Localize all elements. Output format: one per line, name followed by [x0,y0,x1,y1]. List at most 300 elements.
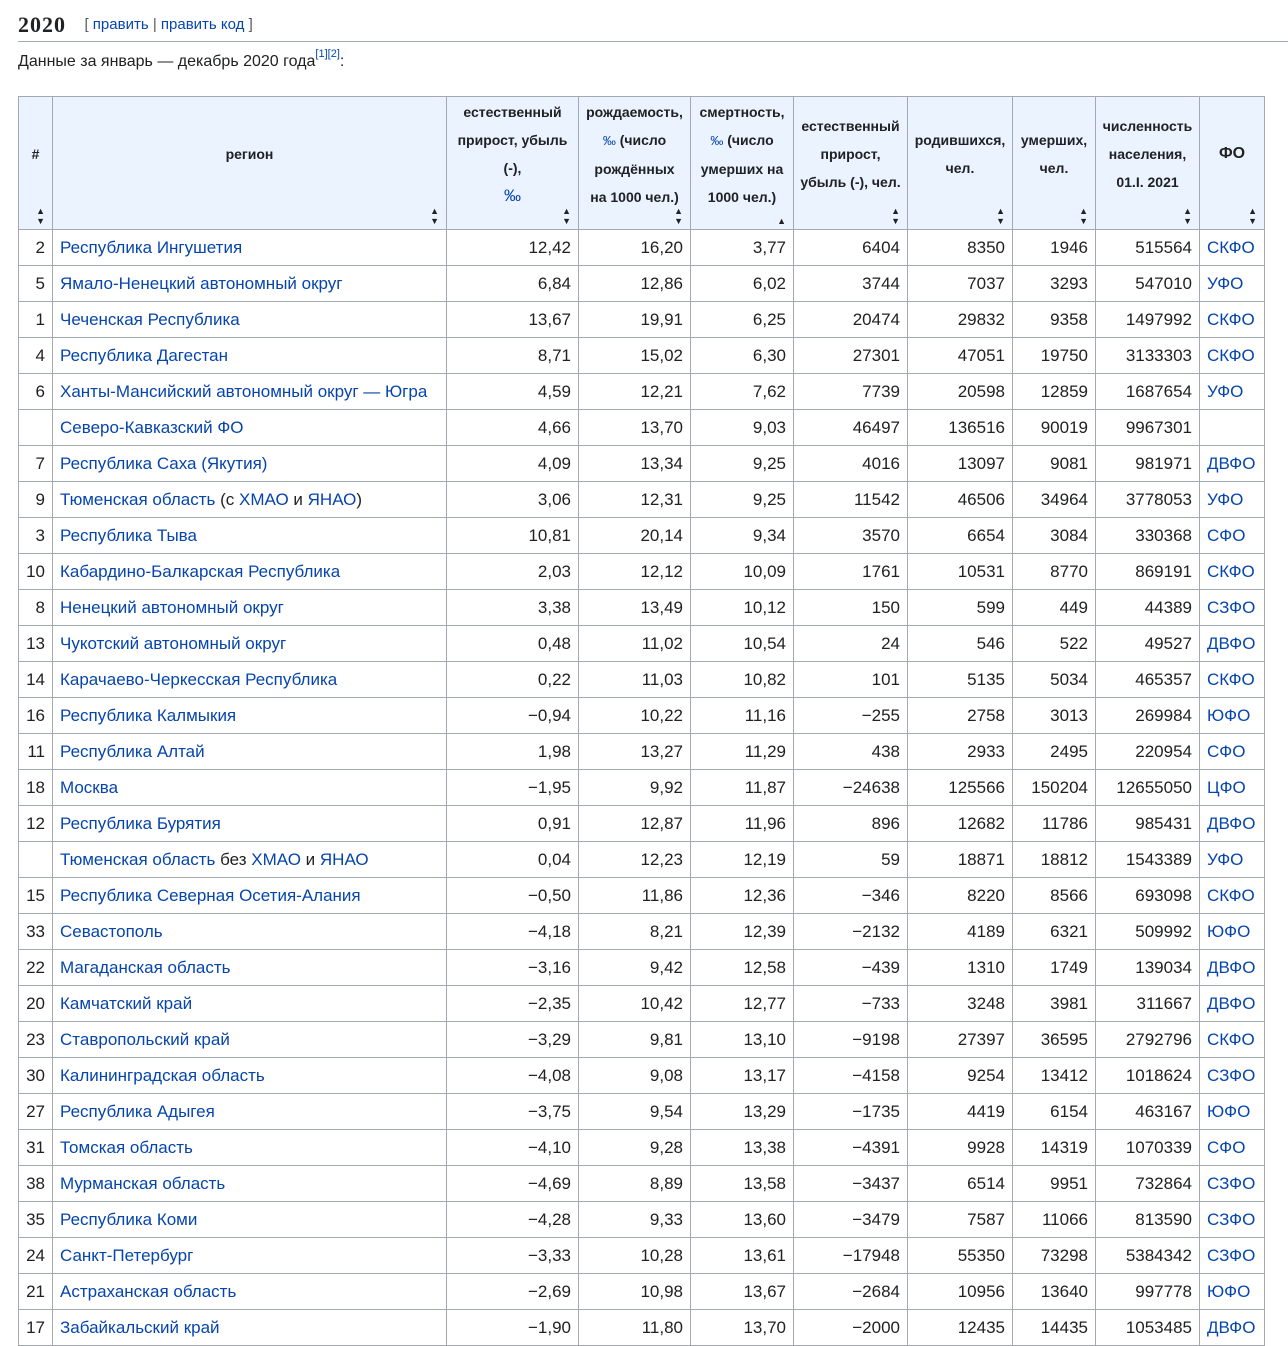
cell-population: 997778 [1096,1274,1200,1310]
fo-link[interactable]: СЗФО [1207,1174,1256,1193]
reference-link-1[interactable]: [1] [315,48,328,60]
cell-died: 150204 [1013,770,1096,806]
cell-natural-growth-rate: −4,69 [447,1166,579,1202]
table-row [19,1058,1265,1094]
cell-death-rate: 7,62 [691,374,794,410]
region-link[interactable]: Забайкальский край [60,1318,220,1337]
fo-link[interactable]: ДВФО [1207,994,1256,1013]
fo-link[interactable]: СЗФО [1207,1246,1256,1265]
cell-fo [1200,950,1265,986]
fo-link[interactable]: СФО [1207,526,1246,545]
cell-died: 5034 [1013,662,1096,698]
cell-rank: 38 [19,1166,53,1202]
cell-natural-growth-rate: −4,18 [447,914,579,950]
column-header-natural-growth-abs[interactable] [794,97,908,230]
region-link[interactable]: Тюменская область [60,850,216,869]
sort-both-icon[interactable]: ▲ ▼ [1079,206,1088,226]
table-row [19,302,1265,338]
cell-fo [1200,1130,1265,1166]
cell-birth-rate: 12,12 [579,554,691,590]
cell-population: 869191 [1096,554,1200,590]
cell-natural-growth-rate: 0,48 [447,626,579,662]
cell-death-rate: 11,87 [691,770,794,806]
cell-born: 46506 [908,482,1013,518]
cell-born: 7587 [908,1202,1013,1238]
fo-link[interactable]: УФО [1207,274,1244,293]
reference-link-2[interactable]: [2] [327,48,340,60]
permille-link[interactable]: ‰ [710,132,724,148]
cell-fo [1200,554,1265,590]
cell-natural-growth-abs: −4158 [794,1058,908,1094]
cell-fo [1200,806,1265,842]
cell-natural-growth-rate: −4,10 [447,1130,579,1166]
region-link[interactable]: Чеченская Республика [60,310,240,329]
column-header-died[interactable] [1013,97,1096,230]
edit-separator: | [152,16,157,33]
column-header-death-rate[interactable] [691,97,794,230]
cell-region [53,1274,447,1310]
cell-natural-growth-abs: −346 [794,878,908,914]
cell-fo [1200,842,1265,878]
sort-both-icon[interactable]: ▲ ▼ [891,206,900,226]
fo-link[interactable]: СФО [1207,1138,1246,1157]
region-link[interactable]: ХМАО [251,850,301,869]
section-title: 2020 [18,12,66,37]
cell-region [53,1238,447,1274]
cell-natural-growth-rate: 8,71 [447,338,579,374]
cell-population: 1070339 [1096,1130,1200,1166]
sort-both-icon[interactable]: ▲ ▼ [562,206,571,226]
table-row [19,338,1265,374]
cell-born: 10531 [908,554,1013,590]
region-connector-text: (с [215,490,239,509]
table-row [19,1310,1265,1346]
fo-link[interactable]: ДВФО [1207,814,1256,833]
cell-born: 136516 [908,410,1013,446]
column-header-born[interactable] [908,97,1013,230]
cell-population: 985431 [1096,806,1200,842]
cell-birth-rate: 11,86 [579,878,691,914]
cell-birth-rate: 12,87 [579,806,691,842]
cell-death-rate: 13,10 [691,1022,794,1058]
cell-died: 3013 [1013,698,1096,734]
cell-birth-rate: 8,21 [579,914,691,950]
cell-population: 509992 [1096,914,1200,950]
cell-natural-growth-rate: 10,81 [447,518,579,554]
cell-death-rate: 6,30 [691,338,794,374]
cell-natural-growth-rate: 2,03 [447,554,579,590]
cell-region [53,1130,447,1166]
fo-link[interactable]: СЗФО [1207,598,1256,617]
cell-birth-rate: 19,91 [579,302,691,338]
cell-natural-growth-abs: 4016 [794,446,908,482]
cell-born: 2758 [908,698,1013,734]
cell-died: 3084 [1013,518,1096,554]
table-body [19,230,1265,1346]
region-link[interactable]: Астраханская область [60,1282,237,1301]
cell-died: 6154 [1013,1094,1096,1130]
cell-region [53,590,447,626]
cell-natural-growth-rate: 12,42 [447,230,579,266]
table-row [19,482,1265,518]
column-header-rank[interactable] [19,97,53,230]
column-header-population[interactable] [1096,97,1200,230]
column-label: умерших, чел. [1020,132,1088,176]
fo-link[interactable]: ДВФО [1207,634,1256,653]
region-link[interactable]: Республика Ингушетия [60,238,243,257]
cell-death-rate: 13,17 [691,1058,794,1094]
table-row [19,1274,1265,1310]
fo-link[interactable]: ЦФО [1207,778,1246,797]
region-link[interactable]: Республика Дагестан [60,346,229,365]
cell-natural-growth-rate: 0,91 [447,806,579,842]
cell-fo [1200,878,1265,914]
cell-fo [1200,266,1265,302]
table-row [19,734,1265,770]
cell-born: 27397 [908,1022,1013,1058]
cell-population: 220954 [1096,734,1200,770]
cell-natural-growth-abs: 7739 [794,374,908,410]
cell-natural-growth-abs: −3479 [794,1202,908,1238]
cell-region [53,950,447,986]
region-link[interactable]: Республика Коми [60,1210,198,1229]
region-link[interactable]: Северо-Кавказский ФО [60,418,244,437]
cell-birth-rate: 20,14 [579,518,691,554]
cell-natural-growth-abs: −24638 [794,770,908,806]
cell-natural-growth-rate: 0,22 [447,662,579,698]
cell-natural-growth-abs: 3570 [794,518,908,554]
cell-rank: 23 [19,1022,53,1058]
cell-rank: 22 [19,950,53,986]
region-link[interactable]: Камчатский край [60,994,193,1013]
cell-natural-growth-abs: 3744 [794,266,908,302]
cell-region [53,770,447,806]
cell-born: 47051 [908,338,1013,374]
cell-natural-growth-abs: 438 [794,734,908,770]
cell-born: 3248 [908,986,1013,1022]
cell-death-rate: 3,77 [691,230,794,266]
sort-ascending-icon[interactable]: ▲ [777,216,786,226]
fo-link[interactable]: УФО [1207,850,1244,869]
cell-fo [1200,410,1265,446]
region-link[interactable]: Магаданская область [60,958,231,977]
cell-fo [1200,1166,1265,1202]
region-link[interactable]: Мурманская область [60,1174,226,1193]
region-link[interactable]: Тюменская область [60,490,216,509]
cell-fo [1200,518,1265,554]
cell-died: 90019 [1013,410,1096,446]
region-link[interactable]: Калининградская область [60,1066,265,1085]
region-link[interactable]: Республика Северная Осетия-Алания [60,886,361,905]
column-header-birth-rate[interactable] [579,97,691,230]
cell-death-rate: 11,96 [691,806,794,842]
cell-born: 12435 [908,1310,1013,1346]
table-row [19,878,1265,914]
fo-link[interactable]: СКФО [1207,670,1255,689]
cell-population: 515564 [1096,230,1200,266]
fo-link[interactable]: СКФО [1207,238,1255,257]
cell-natural-growth-abs: −1735 [794,1094,908,1130]
cell-born: 4419 [908,1094,1013,1130]
cell-region [53,374,447,410]
column-header-natural-growth-rate[interactable] [447,97,579,230]
cell-birth-rate: 9,54 [579,1094,691,1130]
cell-death-rate: 13,29 [691,1094,794,1130]
sort-both-icon[interactable]: ▲ ▼ [674,206,683,226]
cell-population: 9967301 [1096,410,1200,446]
cell-birth-rate: 9,92 [579,770,691,806]
cell-natural-growth-abs: −2684 [794,1274,908,1310]
cell-death-rate: 11,29 [691,734,794,770]
fo-link[interactable]: ДВФО [1207,454,1256,473]
region-link[interactable]: Ставропольский край [60,1030,230,1049]
cell-birth-rate: 13,49 [579,590,691,626]
cell-natural-growth-rate: −1,90 [447,1310,579,1346]
table-row [19,986,1265,1022]
cell-natural-growth-abs: 20474 [794,302,908,338]
sort-both-icon[interactable]: ▲ ▼ [1183,206,1192,226]
region-link[interactable]: ЯНАО [307,490,357,509]
fo-header-link[interactable]: ФО [1218,145,1246,162]
cell-natural-growth-rate: −2,69 [447,1274,579,1310]
cell-natural-growth-rate: −0,94 [447,698,579,734]
cell-fo [1200,1022,1265,1058]
cell-fo [1200,1274,1265,1310]
cell-region [53,698,447,734]
cell-fo [1200,662,1265,698]
region-link[interactable]: Республика Саха (Якутия) [60,454,268,473]
table-row [19,518,1265,554]
fo-link[interactable]: ЮФО [1207,1102,1251,1121]
reference-1[interactable] [315,48,327,60]
fo-link[interactable]: УФО [1207,490,1244,509]
cell-birth-rate: 11,80 [579,1310,691,1346]
cell-natural-growth-rate: 6,84 [447,266,579,302]
cell-rank: 30 [19,1058,53,1094]
edit-code-link[interactable]: править код [160,16,245,33]
cell-death-rate: 10,54 [691,626,794,662]
region-link[interactable]: Ямало-Ненецкий автономный округ [60,274,343,293]
fo-link[interactable]: ДВФО [1207,958,1256,977]
fo-link[interactable]: СФО [1207,742,1246,761]
table-row [19,806,1265,842]
cell-born: 2933 [908,734,1013,770]
cell-natural-growth-abs: 27301 [794,338,908,374]
table-row [19,554,1265,590]
region-link[interactable]: Республика Алтай [60,742,205,761]
cell-population: 1018624 [1096,1058,1200,1094]
cell-birth-rate: 13,70 [579,410,691,446]
cell-death-rate: 10,09 [691,554,794,590]
cell-rank: 20 [19,986,53,1022]
cell-rank: 13 [19,626,53,662]
cell-rank: 15 [19,878,53,914]
cell-natural-growth-abs: 46497 [794,410,908,446]
cell-region [53,446,447,482]
cell-born: 29832 [908,302,1013,338]
cell-born: 8220 [908,878,1013,914]
cell-birth-rate: 11,02 [579,626,691,662]
region-link[interactable]: Республика Тыва [60,526,197,545]
edit-link[interactable]: править [92,16,149,33]
cell-rank: 10 [19,554,53,590]
fo-link[interactable]: ЮФО [1207,1282,1251,1301]
column-label: рождаемость, [586,103,683,120]
cell-region [53,1022,447,1058]
cell-rank: 27 [19,1094,53,1130]
region-link[interactable]: Республика Калмыкия [60,706,237,725]
sort-both-icon[interactable]: ▲ ▼ [1248,206,1257,226]
cell-died: 9358 [1013,302,1096,338]
region-link[interactable]: Ханты-Мансийский автономный округ — Югра [60,382,428,401]
reference-2[interactable] [328,48,340,60]
cell-birth-rate: 12,21 [579,374,691,410]
cell-natural-growth-rate: −4,28 [447,1202,579,1238]
region-link[interactable]: Ненецкий автономный округ [60,598,284,617]
region-connector-text: и [300,850,320,869]
cell-died: 3981 [1013,986,1096,1022]
table-row [19,1022,1265,1058]
cell-rank: 31 [19,1130,53,1166]
table-row [19,698,1265,734]
cell-population: 311667 [1096,986,1200,1022]
cell-population: 3778053 [1096,482,1200,518]
region-link[interactable]: Севастополь [60,922,163,941]
table-row [19,1202,1265,1238]
cell-death-rate: 12,36 [691,878,794,914]
cell-birth-rate: 8,89 [579,1166,691,1202]
demographics-table [18,96,1265,1346]
cell-born: 55350 [908,1238,1013,1274]
region-link[interactable]: Карачаево-Черкесская Республика [60,670,338,689]
fo-link[interactable]: СКФО [1207,562,1255,581]
cell-fo [1200,1094,1265,1130]
cell-natural-growth-abs: −17948 [794,1238,908,1274]
cell-population: 732864 [1096,1166,1200,1202]
bracket-open: [ [84,16,89,33]
cell-population: 1497992 [1096,302,1200,338]
region-link[interactable]: Санкт-Петербург [60,1246,194,1265]
fo-link[interactable]: СКФО [1207,1030,1255,1049]
cell-rank: 14 [19,662,53,698]
fo-link[interactable]: УФО [1207,382,1244,401]
cell-died: 14435 [1013,1310,1096,1346]
cell-rank: 16 [19,698,53,734]
cell-natural-growth-abs: 11542 [794,482,908,518]
sort-both-icon[interactable]: ▲ ▼ [996,206,1005,226]
region-link[interactable]: Кабардино-Балкарская Республика [60,562,341,581]
cell-region [53,230,447,266]
cell-rank: 4 [19,338,53,374]
column-header-region[interactable] [53,97,447,230]
fo-link[interactable]: СКФО [1207,346,1255,365]
table-row [19,1130,1265,1166]
table-row [19,626,1265,662]
column-header-fo[interactable] [1200,97,1265,230]
cell-death-rate: 10,82 [691,662,794,698]
table-row [19,770,1265,806]
cell-natural-growth-rate: −3,16 [447,950,579,986]
cell-birth-rate: 12,23 [579,842,691,878]
cell-died: 34964 [1013,482,1096,518]
table-row [19,590,1265,626]
cell-rank: 11 [19,734,53,770]
fo-link[interactable]: СКФО [1207,886,1255,905]
cell-fo [1200,1058,1265,1094]
cell-died: 13412 [1013,1058,1096,1094]
cell-born: 20598 [908,374,1013,410]
table-row [19,266,1265,302]
cell-population: 1543389 [1096,842,1200,878]
column-label-tail: (число умерших на 1000 чел.) [700,131,784,205]
cell-born: 10956 [908,1274,1013,1310]
cell-death-rate: 9,34 [691,518,794,554]
table-row [19,230,1265,266]
cell-died: 8770 [1013,554,1096,590]
fo-link[interactable]: ЮФО [1207,706,1251,725]
cell-rank: 18 [19,770,53,806]
region-link[interactable]: ХМАО [238,490,289,509]
cell-natural-growth-abs: 150 [794,590,908,626]
fo-link[interactable]: СЗФО [1207,1210,1256,1229]
cell-rank: 33 [19,914,53,950]
cell-population: 1053485 [1096,1310,1200,1346]
cell-birth-rate: 15,02 [579,338,691,374]
cell-natural-growth-rate: −0,50 [447,878,579,914]
cell-death-rate: 13,70 [691,1310,794,1346]
cell-natural-growth-abs: −3437 [794,1166,908,1202]
cell-natural-growth-rate: −1,95 [447,770,579,806]
table-row [19,842,1265,878]
section-heading [18,8,1288,42]
region-link[interactable]: ЯНАО [319,850,369,869]
cell-rank: 6 [19,374,53,410]
fo-link[interactable]: ЮФО [1207,922,1251,941]
sort-both-icon[interactable]: ▲ ▼ [430,206,439,226]
cell-region [53,1058,447,1094]
permille-link[interactable]: ‰ [602,132,616,148]
cell-birth-rate: 12,86 [579,266,691,302]
cell-region [53,986,447,1022]
region-link[interactable]: Республика Адыгея [60,1102,215,1121]
fo-link[interactable]: ДВФО [1207,1318,1256,1337]
cell-rank: 2 [19,230,53,266]
table-row [19,914,1265,950]
cell-fo [1200,338,1265,374]
cell-region [53,842,447,878]
cell-born: 546 [908,626,1013,662]
cell-died: 1749 [1013,950,1096,986]
cell-natural-growth-rate: 4,66 [447,410,579,446]
region-link[interactable]: Республика Бурятия [60,814,221,833]
permille-link[interactable]: ‰ [504,186,521,205]
fo-link[interactable]: СКФО [1207,310,1255,329]
cell-rank [19,410,53,446]
fo-link[interactable]: СЗФО [1207,1066,1256,1085]
region-link[interactable]: Чукотский автономный округ [60,634,287,653]
cell-population: 1687654 [1096,374,1200,410]
cell-natural-growth-abs: −255 [794,698,908,734]
sort-both-icon[interactable]: ▲ ▼ [36,206,45,226]
cell-rank: 21 [19,1274,53,1310]
cell-rank: 9 [19,482,53,518]
cell-region [53,662,447,698]
region-link[interactable]: Томская область [60,1138,193,1157]
table-row [19,662,1265,698]
region-link[interactable]: Москва [60,778,119,797]
region-connector-text: без [215,850,252,869]
cell-died: 18812 [1013,842,1096,878]
